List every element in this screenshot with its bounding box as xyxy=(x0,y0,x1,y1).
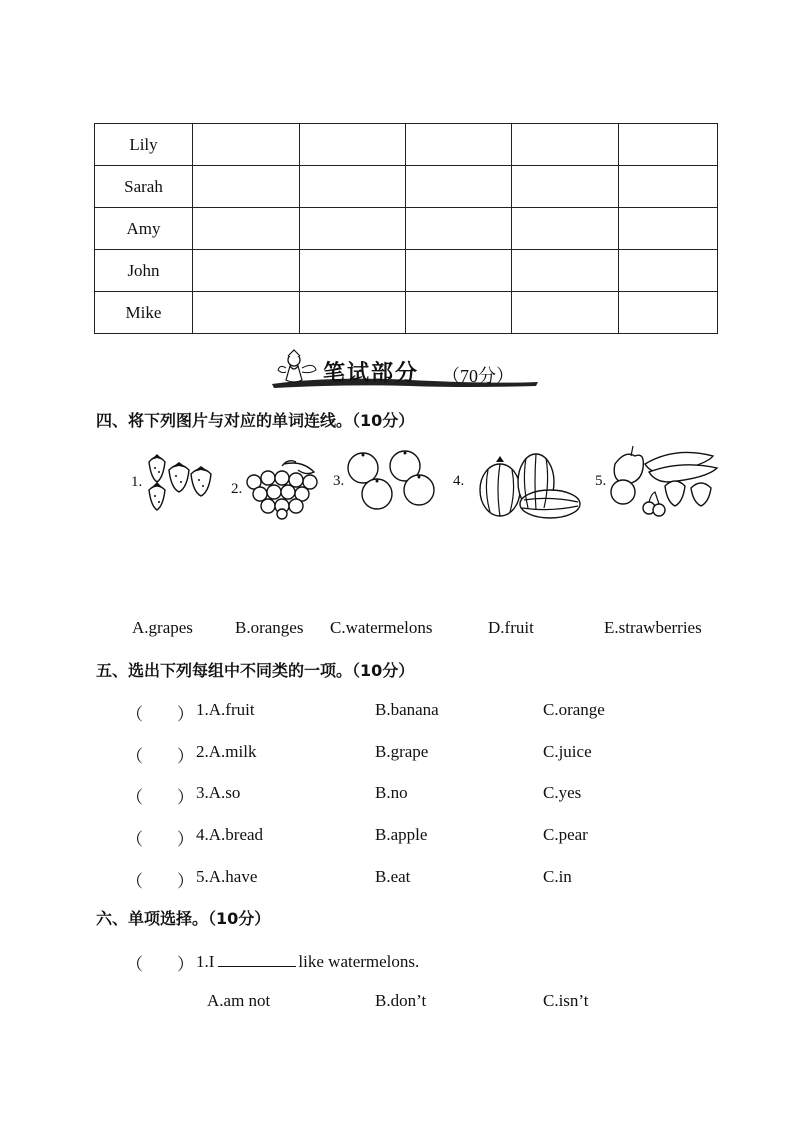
grapes-icon xyxy=(244,458,322,520)
listening-table xyxy=(94,123,718,334)
question-1 xyxy=(196,950,419,972)
answer-cell[interactable] xyxy=(193,124,300,166)
answer-cell[interactable] xyxy=(619,166,718,208)
row-name: Mike xyxy=(95,292,193,334)
table-row xyxy=(95,292,718,334)
answer-cell[interactable] xyxy=(300,208,406,250)
word-option[interactable]: C.watermelons xyxy=(330,618,433,637)
option-b: B.don’t xyxy=(375,991,427,1010)
answer-cell[interactable] xyxy=(193,166,300,208)
answer-cell[interactable] xyxy=(619,124,718,166)
answer-cell[interactable] xyxy=(300,124,406,166)
answer-parentheses[interactable]: （ ） xyxy=(126,872,194,891)
picture-number: 3. xyxy=(333,473,345,489)
answer-parentheses[interactable]: （ ） xyxy=(126,788,194,807)
option-c: C.orange xyxy=(543,700,605,719)
strawberries-icon xyxy=(143,450,218,512)
section-4-heading: 四、将下列图片与对应的单词连线。（10分） xyxy=(96,411,415,430)
picture-number: 1. xyxy=(131,474,143,490)
section-5-heading: 五、选出下列每组中不同类的一项。（10分） xyxy=(96,661,415,680)
answer-cell[interactable] xyxy=(512,166,619,208)
answer-parentheses[interactable]: （ ） xyxy=(126,747,194,766)
word-option[interactable]: A.grapes xyxy=(132,618,193,637)
answer-cell[interactable] xyxy=(300,292,406,334)
oranges-icon xyxy=(343,450,438,512)
option-a: 5.A.have xyxy=(196,867,258,886)
banner-title: 笔试部分 xyxy=(323,361,420,386)
banner-score: （70分） xyxy=(442,366,514,386)
option-a: 1.A.fruit xyxy=(196,700,255,719)
option-c: C.pear xyxy=(543,825,588,844)
option-a: A.am not xyxy=(207,991,271,1010)
option-c: C.yes xyxy=(543,783,582,802)
option-b: B.eat xyxy=(375,867,411,886)
answer-cell[interactable] xyxy=(406,124,512,166)
row-name: Lily xyxy=(95,124,193,166)
table-row xyxy=(95,250,718,292)
watermelons-icon xyxy=(474,450,584,520)
option-b: B.grape xyxy=(375,742,429,761)
answer-cell[interactable] xyxy=(406,208,512,250)
answer-cell[interactable] xyxy=(300,166,406,208)
answer-cell[interactable] xyxy=(619,292,718,334)
option-b: B.banana xyxy=(375,700,439,719)
option-a: 2.A.milk xyxy=(196,742,257,761)
word-option[interactable]: D.fruit xyxy=(488,618,534,637)
answer-parentheses[interactable]: （ ） xyxy=(126,955,194,974)
option-c: C.juice xyxy=(543,742,592,761)
word-option[interactable]: B.oranges xyxy=(235,618,304,637)
answer-cell[interactable] xyxy=(619,208,718,250)
answer-cell[interactable] xyxy=(193,292,300,334)
row-name: John xyxy=(95,250,193,292)
fill-blank[interactable] xyxy=(218,950,296,967)
fairy-icon xyxy=(278,350,316,382)
table-row xyxy=(95,124,718,166)
answer-cell[interactable] xyxy=(619,250,718,292)
answer-cell[interactable] xyxy=(512,124,619,166)
section-6-heading: 六、单项选择。（10分） xyxy=(96,909,271,928)
answer-cell[interactable] xyxy=(193,208,300,250)
answer-cell[interactable] xyxy=(300,250,406,292)
picture-number: 4. xyxy=(453,473,465,489)
table-row xyxy=(95,208,718,250)
fruit-basket-icon xyxy=(605,442,720,520)
answer-cell[interactable] xyxy=(512,208,619,250)
row-name: Sarah xyxy=(95,166,193,208)
option-a: 3.A.so xyxy=(196,783,241,802)
question-number: 1.I xyxy=(196,952,215,971)
picture-number: 2. xyxy=(231,481,243,497)
answer-cell[interactable] xyxy=(406,292,512,334)
option-b: B.no xyxy=(375,783,408,802)
answer-cell[interactable] xyxy=(406,250,512,292)
table-row xyxy=(95,166,718,208)
option-b: B.apple xyxy=(375,825,428,844)
answer-cell[interactable] xyxy=(512,292,619,334)
option-c: C.in xyxy=(543,867,572,886)
answer-parentheses[interactable]: （ ） xyxy=(126,830,194,849)
answer-cell[interactable] xyxy=(406,166,512,208)
option-a: 4.A.bread xyxy=(196,825,264,844)
row-name: Amy xyxy=(95,208,193,250)
option-c: C.isn’t xyxy=(543,991,589,1010)
word-option[interactable]: E.strawberries xyxy=(604,618,702,637)
picture-number: 5. xyxy=(595,473,607,489)
question-text: like watermelons. xyxy=(298,952,420,971)
answer-cell[interactable] xyxy=(193,250,300,292)
answer-cell[interactable] xyxy=(512,250,619,292)
answer-parentheses[interactable]: （ ） xyxy=(126,705,194,724)
